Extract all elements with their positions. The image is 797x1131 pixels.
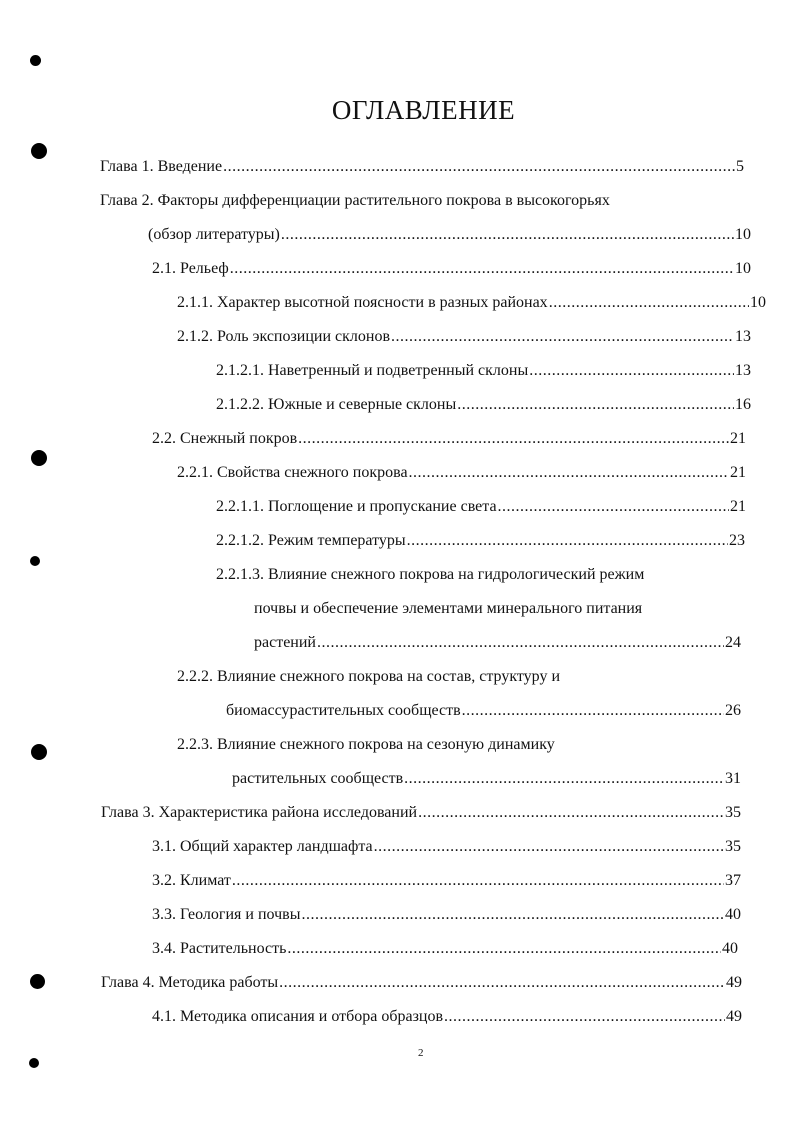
toc-entry-chapter-1[interactable] bbox=[100, 156, 744, 178]
leader-dots bbox=[462, 700, 724, 722]
toc-entry-2-2-1-3[interactable]: 2.2.1.3. Влияние снежного покрова на гидрологический режим bbox=[216, 566, 645, 583]
leader-dots bbox=[301, 904, 724, 926]
toc-entry-2-1-2-1[interactable] bbox=[216, 360, 751, 382]
toc-entry-page: 37 bbox=[725, 872, 741, 889]
leader-dots bbox=[529, 360, 734, 382]
leader-dots bbox=[407, 530, 728, 552]
toc-entry-title: 2.1.2. Роль экспозиции склонов bbox=[177, 328, 391, 345]
toc-entry-title: 3.4. Растительность bbox=[152, 940, 287, 957]
toc-entry-3-2[interactable] bbox=[152, 870, 741, 892]
toc-entry-page: 31 bbox=[725, 770, 741, 787]
toc-entry-page: 35 bbox=[725, 804, 741, 821]
toc-entry-page: 40 bbox=[722, 940, 738, 957]
toc-entry-2-2-1-3-end[interactable] bbox=[254, 632, 741, 654]
toc-entry-page: 10 bbox=[735, 226, 751, 243]
leader-dots bbox=[549, 292, 749, 314]
toc-entry-page: 5 bbox=[736, 158, 744, 175]
punch-hole-mark bbox=[30, 55, 41, 66]
page-title: ОГЛАВЛЕНИЕ bbox=[331, 95, 516, 125]
toc-entry-2-2-1[interactable] bbox=[177, 462, 746, 484]
leader-dots bbox=[230, 258, 734, 280]
toc-entry-title: 4.1. Методика описания и отбора образцов bbox=[152, 1008, 444, 1025]
toc-entry-page: 10 bbox=[735, 260, 751, 277]
toc-entry-title: биомассурастительных сообществ bbox=[226, 702, 461, 719]
leader-dots bbox=[223, 156, 735, 178]
toc-entry-3-4[interactable] bbox=[152, 938, 738, 960]
toc-entry-page: 16 bbox=[735, 396, 751, 413]
toc-entry-2-2-3[interactable]: 2.2.3. Влияние снежного покрова на сезоную динамику bbox=[177, 736, 555, 753]
punch-hole-mark bbox=[30, 974, 45, 989]
leader-dots bbox=[457, 394, 734, 416]
toc-entry-2-2-3-end[interactable] bbox=[232, 768, 741, 790]
leader-dots bbox=[409, 462, 729, 484]
leader-dots bbox=[279, 972, 725, 994]
toc-entry-3-3[interactable] bbox=[152, 904, 741, 926]
toc-entry-page: 21 bbox=[730, 430, 746, 447]
toc-entry-chapter-2[interactable]: Глава 2. Факторы дифференциации растительного покрова в высокогорьях bbox=[100, 192, 610, 209]
toc-entry-title: 2.2.1.2. Режим температуры bbox=[216, 532, 406, 549]
leader-dots bbox=[232, 870, 724, 892]
toc-entry-page: 40 bbox=[725, 906, 741, 923]
punch-hole-mark bbox=[31, 450, 47, 466]
toc-entry-3-1[interactable] bbox=[152, 836, 741, 858]
toc-entry-page: 49 bbox=[726, 974, 742, 991]
toc-entry-title: Глава 4. Методика работы bbox=[101, 974, 279, 991]
toc-entry-title: 3.3. Геология и почвы bbox=[152, 906, 301, 923]
toc-entry-title: растительных сообществ bbox=[232, 770, 404, 787]
toc-entry-title: 2.1.2.1. Наветренный и подветренный склоны bbox=[216, 362, 529, 379]
toc-entry-page: 10 bbox=[750, 294, 766, 311]
toc-entry-2-1-1[interactable] bbox=[177, 292, 766, 314]
toc-entry-4-1[interactable] bbox=[152, 1006, 742, 1028]
toc-entry-2-1-2-2[interactable] bbox=[216, 394, 751, 416]
punch-hole-mark bbox=[30, 556, 40, 566]
toc-entry-2-2-2[interactable]: 2.2.2. Влияние снежного покрова на состав, структуру и bbox=[177, 668, 561, 685]
toc-entry-title: растений bbox=[254, 634, 316, 651]
toc-entry-title: 2.1.2.2. Южные и северные склоны bbox=[216, 396, 457, 413]
toc-entry-title: Глава 1. Введение bbox=[100, 158, 223, 175]
toc-entry-page: 26 bbox=[725, 702, 741, 719]
toc-entry-page: 21 bbox=[730, 464, 746, 481]
leader-dots bbox=[391, 326, 734, 348]
toc-entry-chapter-2-continuation[interactable] bbox=[148, 224, 751, 246]
toc-entry-title: 2.1.1. Характер высотной поясности в разных районах bbox=[177, 294, 548, 311]
punch-hole-mark bbox=[29, 1058, 39, 1068]
toc-entry-title: (обзор литературы) bbox=[148, 226, 280, 243]
toc-entry-page: 21 bbox=[730, 498, 746, 515]
toc-entry-title: 3.1. Общий характер ландшафта bbox=[152, 838, 373, 855]
leader-dots bbox=[418, 802, 724, 824]
toc-entry-2-2-2-end[interactable] bbox=[226, 700, 741, 722]
toc-entry-page: 13 bbox=[735, 328, 751, 345]
punch-hole-mark bbox=[31, 143, 47, 159]
toc-entry-title: Глава 3. Характеристика района исследований bbox=[101, 804, 418, 821]
leader-dots bbox=[444, 1006, 725, 1028]
leader-dots bbox=[374, 836, 724, 858]
leader-dots bbox=[498, 496, 729, 518]
toc-entry-page: 49 bbox=[726, 1008, 742, 1025]
toc-entry-title: 2.2. Снежный покров bbox=[152, 430, 298, 447]
toc-entry-title: 2.1. Рельеф bbox=[152, 260, 229, 277]
punch-hole-mark bbox=[31, 744, 47, 760]
toc-entry-title: 2.2.1. Свойства снежного покрова bbox=[177, 464, 408, 481]
toc-entry-2-1[interactable] bbox=[152, 258, 751, 280]
toc-entry-chapter-4[interactable] bbox=[101, 972, 742, 994]
leader-dots bbox=[404, 768, 724, 790]
toc-entry-page: 24 bbox=[725, 634, 741, 651]
leader-dots bbox=[298, 428, 729, 450]
toc-entry-2-2[interactable] bbox=[152, 428, 746, 450]
toc-entry-2-2-1-1[interactable] bbox=[216, 496, 746, 518]
toc-entry-2-2-1-3-continuation: почвы и обеспечение элементами минерального питания bbox=[254, 600, 643, 617]
toc-entry-page: 23 bbox=[729, 532, 745, 549]
leader-dots bbox=[317, 632, 724, 654]
page-number: 2 bbox=[418, 1047, 424, 1059]
leader-dots bbox=[281, 224, 734, 246]
toc-entry-title: 2.2.1.1. Поглощение и пропускание света bbox=[216, 498, 497, 515]
toc-entry-2-1-2[interactable] bbox=[177, 326, 751, 348]
toc-entry-2-2-1-2[interactable] bbox=[216, 530, 745, 552]
toc-entry-page: 35 bbox=[725, 838, 741, 855]
leader-dots bbox=[287, 938, 721, 960]
toc-entry-page: 13 bbox=[735, 362, 751, 379]
toc-entry-chapter-3[interactable] bbox=[101, 802, 741, 824]
toc-entry-title: 3.2. Климат bbox=[152, 872, 231, 889]
